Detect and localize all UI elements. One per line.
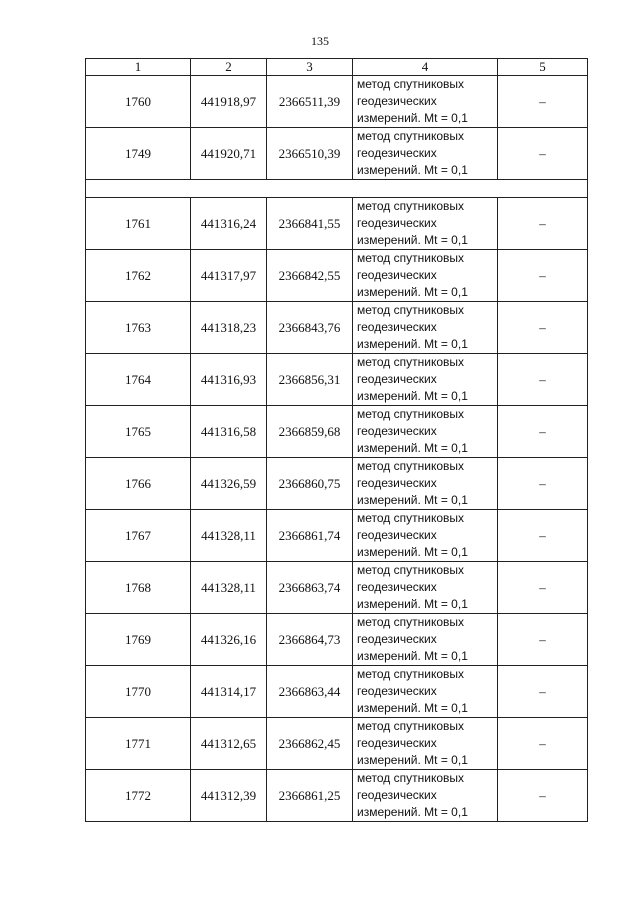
table-row xyxy=(86,128,588,180)
method-line: геодезических xyxy=(357,94,437,108)
coordinates-table xyxy=(85,58,588,822)
header-col-5: 5 xyxy=(498,59,588,76)
dash-cell: – xyxy=(498,406,588,458)
table-row xyxy=(86,770,588,822)
y-coordinate-cell: 2366861,74 xyxy=(267,510,353,562)
method-line: измерений. Mt = 0,1 xyxy=(357,649,468,663)
method-line: измерений. Mt = 0,1 xyxy=(357,285,468,299)
method-line: метод спутниковых xyxy=(357,667,465,681)
dash-cell: – xyxy=(498,128,588,180)
method-cell xyxy=(353,128,498,180)
x-coordinate-cell: 441316,93 xyxy=(191,354,267,406)
method-line: метод спутниковых xyxy=(357,719,465,733)
y-coordinate-cell: 2366841,55 xyxy=(267,198,353,250)
table-separator xyxy=(86,180,588,198)
method-line: метод спутниковых xyxy=(357,303,465,317)
y-coordinate-cell: 2366862,45 xyxy=(267,718,353,770)
point-number-cell: 1760 xyxy=(86,76,191,128)
x-coordinate-cell: 441317,97 xyxy=(191,250,267,302)
point-number-cell: 1761 xyxy=(86,198,191,250)
method-line: измерений. Mt = 0,1 xyxy=(357,111,468,125)
x-coordinate-cell: 441326,59 xyxy=(191,458,267,510)
point-number-cell: 1749 xyxy=(86,128,191,180)
y-coordinate-cell: 2366510,39 xyxy=(267,128,353,180)
table-row xyxy=(86,406,588,458)
dash-cell: – xyxy=(498,76,588,128)
method-line: измерений. Mt = 0,1 xyxy=(357,701,468,715)
header-col-1: 1 xyxy=(86,59,191,76)
method-cell xyxy=(353,198,498,250)
method-line: метод спутниковых xyxy=(357,771,465,785)
table-body-group-a xyxy=(86,76,588,180)
method-line: измерений. Mt = 0,1 xyxy=(357,337,468,351)
method-line: геодезических xyxy=(357,684,437,698)
method-cell xyxy=(353,614,498,666)
method-line: метод спутниковых xyxy=(357,251,465,265)
dash-cell: – xyxy=(498,562,588,614)
point-number-cell: 1762 xyxy=(86,250,191,302)
method-line: измерений. Mt = 0,1 xyxy=(357,441,468,455)
method-line: метод спутниковых xyxy=(357,511,465,525)
y-coordinate-cell: 2366863,44 xyxy=(267,666,353,718)
point-number-cell: 1772 xyxy=(86,770,191,822)
point-number-cell: 1764 xyxy=(86,354,191,406)
header-col-4: 4 xyxy=(353,59,498,76)
y-coordinate-cell: 2366842,55 xyxy=(267,250,353,302)
method-line: геодезических xyxy=(357,372,437,386)
table-row xyxy=(86,458,588,510)
y-coordinate-cell: 2366861,25 xyxy=(267,770,353,822)
table-row xyxy=(86,250,588,302)
method-cell xyxy=(353,250,498,302)
method-cell xyxy=(353,458,498,510)
header-col-3: 3 xyxy=(267,59,353,76)
method-line: геодезических xyxy=(357,146,437,160)
dash-cell: – xyxy=(498,198,588,250)
method-cell xyxy=(353,562,498,614)
y-coordinate-cell: 2366511,39 xyxy=(267,76,353,128)
x-coordinate-cell: 441326,16 xyxy=(191,614,267,666)
dash-cell: – xyxy=(498,510,588,562)
x-coordinate-cell: 441328,11 xyxy=(191,562,267,614)
y-coordinate-cell: 2366859,68 xyxy=(267,406,353,458)
method-line: измерений. Mt = 0,1 xyxy=(357,163,468,177)
dash-cell: – xyxy=(498,250,588,302)
method-line: геодезических xyxy=(357,216,437,230)
dash-cell: – xyxy=(498,614,588,666)
method-line: измерений. Mt = 0,1 xyxy=(357,233,468,247)
method-line: метод спутниковых xyxy=(357,77,465,91)
point-number-cell: 1768 xyxy=(86,562,191,614)
point-number-cell: 1769 xyxy=(86,614,191,666)
method-line: метод спутниковых xyxy=(357,129,465,143)
method-cell xyxy=(353,510,498,562)
method-line: измерений. Mt = 0,1 xyxy=(357,597,468,611)
point-number-cell: 1763 xyxy=(86,302,191,354)
method-cell xyxy=(353,354,498,406)
method-cell xyxy=(353,302,498,354)
method-cell xyxy=(353,406,498,458)
method-line: измерений. Mt = 0,1 xyxy=(357,389,468,403)
point-number-cell: 1770 xyxy=(86,666,191,718)
dash-cell: – xyxy=(498,770,588,822)
point-number-cell: 1767 xyxy=(86,510,191,562)
method-line: метод спутниковых xyxy=(357,615,465,629)
table-header-row xyxy=(86,59,588,76)
method-line: геодезических xyxy=(357,528,437,542)
method-line: геодезических xyxy=(357,424,437,438)
table-row xyxy=(86,302,588,354)
x-coordinate-cell: 441314,17 xyxy=(191,666,267,718)
method-line: метод спутниковых xyxy=(357,563,465,577)
method-line: метод спутниковых xyxy=(357,459,465,473)
table-row xyxy=(86,562,588,614)
x-coordinate-cell: 441918,97 xyxy=(191,76,267,128)
method-cell xyxy=(353,770,498,822)
point-number-cell: 1771 xyxy=(86,718,191,770)
y-coordinate-cell: 2366856,31 xyxy=(267,354,353,406)
table-row xyxy=(86,510,588,562)
y-coordinate-cell: 2366863,74 xyxy=(267,562,353,614)
method-line: метод спутниковых xyxy=(357,199,465,213)
dash-cell: – xyxy=(498,458,588,510)
y-coordinate-cell: 2366843,76 xyxy=(267,302,353,354)
method-line: геодезических xyxy=(357,320,437,334)
table-row xyxy=(86,666,588,718)
y-coordinate-cell: 2366860,75 xyxy=(267,458,353,510)
y-coordinate-cell: 2366864,73 xyxy=(267,614,353,666)
method-line: измерений. Mt = 0,1 xyxy=(357,545,468,559)
table-row xyxy=(86,198,588,250)
method-line: измерений. Mt = 0,1 xyxy=(357,753,468,767)
method-line: геодезических xyxy=(357,268,437,282)
x-coordinate-cell: 441312,39 xyxy=(191,770,267,822)
method-line: геодезических xyxy=(357,476,437,490)
page-number: 135 xyxy=(311,34,329,48)
x-coordinate-cell: 441316,58 xyxy=(191,406,267,458)
method-cell xyxy=(353,76,498,128)
dash-cell: – xyxy=(498,302,588,354)
method-line: измерений. Mt = 0,1 xyxy=(357,493,468,507)
dash-cell: – xyxy=(498,718,588,770)
method-line: геодезических xyxy=(357,788,437,802)
x-coordinate-cell: 441312,65 xyxy=(191,718,267,770)
dash-cell: – xyxy=(498,354,588,406)
x-coordinate-cell: 441328,11 xyxy=(191,510,267,562)
method-line: геодезических xyxy=(357,736,437,750)
method-line: метод спутниковых xyxy=(357,407,465,421)
method-line: геодезических xyxy=(357,632,437,646)
x-coordinate-cell: 441920,71 xyxy=(191,128,267,180)
header-col-2: 2 xyxy=(191,59,267,76)
table-row xyxy=(86,76,588,128)
table-row xyxy=(86,354,588,406)
x-coordinate-cell: 441316,24 xyxy=(191,198,267,250)
method-line: измерений. Mt = 0,1 xyxy=(357,805,468,819)
x-coordinate-cell: 441318,23 xyxy=(191,302,267,354)
point-number-cell: 1766 xyxy=(86,458,191,510)
separator-row xyxy=(86,180,588,198)
method-line: метод спутниковых xyxy=(357,355,465,369)
table-row xyxy=(86,718,588,770)
point-number-cell: 1765 xyxy=(86,406,191,458)
method-cell xyxy=(353,666,498,718)
method-cell xyxy=(353,718,498,770)
table-row xyxy=(86,614,588,666)
dash-cell: – xyxy=(498,666,588,718)
table-body-group-b xyxy=(86,198,588,822)
method-line: геодезических xyxy=(357,580,437,594)
